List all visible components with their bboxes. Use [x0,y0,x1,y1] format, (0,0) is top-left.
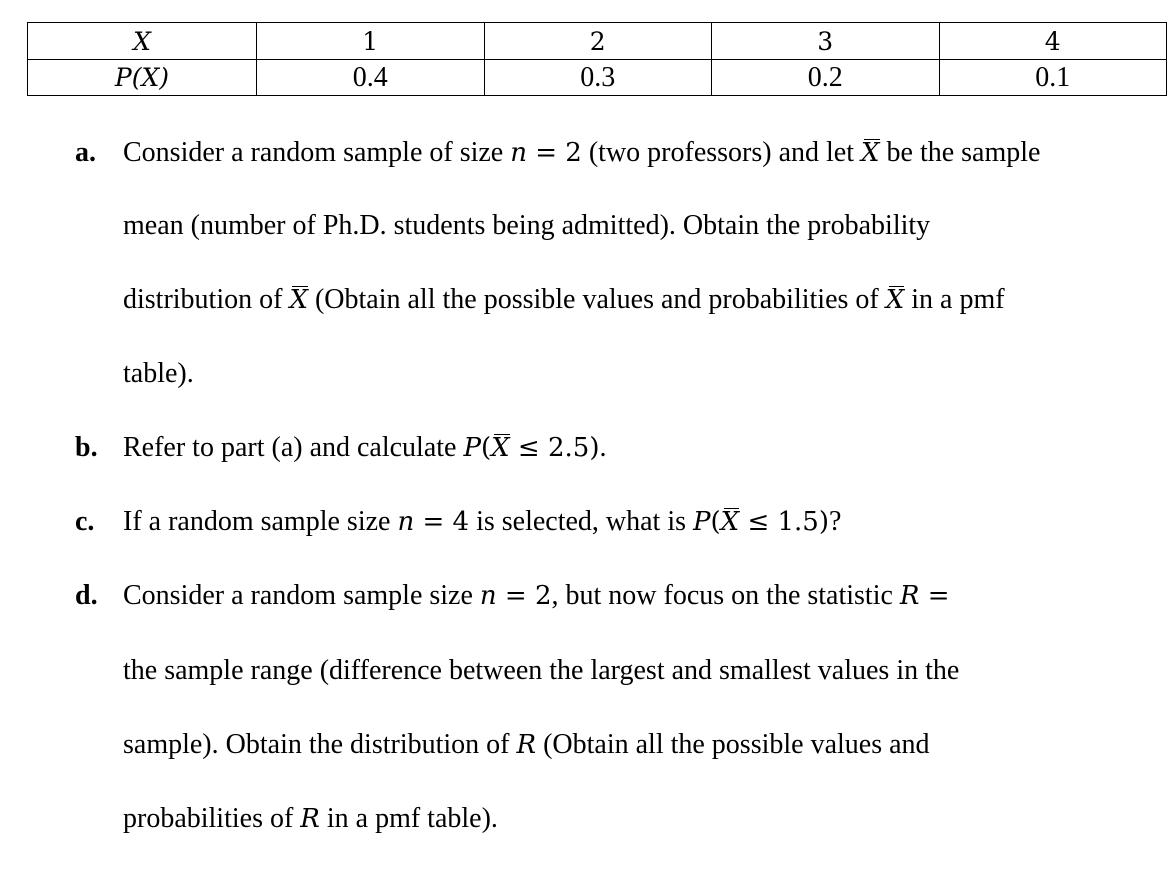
math-expression: ≤ 2.5) [509,433,600,463]
part-c-letter: c. [75,506,95,537]
part-d-text: Consider a random sample size [123,580,480,611]
math-eq: = 2 [496,581,552,611]
part-c-text: ? [829,506,842,537]
math-xbar: X [491,433,510,463]
p-value-1: 0.4 [257,60,485,96]
row-label-p: P(X) [28,60,257,96]
part-c-text: If a random sample size [123,506,398,537]
math-eq: = 2 [526,138,582,168]
part-d-line-3 [123,729,930,761]
math-xbar: X [885,285,905,315]
part-d-text: , but now focus on the statistic [551,580,900,611]
math-xbar: X [289,285,308,315]
x-value-1: 1 [257,23,485,60]
p-value-4: 0.1 [939,60,1167,96]
part-a-line-3 [123,284,1005,316]
table-row-x [28,23,1167,60]
part-a-text: (two professors) and let [581,137,861,168]
part-b [75,432,1165,472]
part-d-letter: d. [75,580,98,611]
math-r: R [300,804,320,834]
part-b-text: Refer to part (a) and calculate [123,432,464,463]
x-value-4: 4 [939,23,1167,60]
math-xbar: X [861,138,880,168]
math-eq: = [919,581,950,611]
part-a-text: (Obtain all the possible values and probabilities of [307,284,886,315]
math-n: n [397,507,415,537]
math-xbar: X [720,507,740,537]
math-paren: ( [710,507,721,537]
part-a-line-4: table). [123,358,194,389]
math-n: n [510,138,527,168]
part-a-letter: a. [75,137,96,168]
part-d-text: sample). Obtain the distribution of [123,729,517,760]
part-c-line-1 [123,506,841,538]
row-label-x: X [28,23,257,60]
x-value-3: 3 [712,23,940,60]
p-value-3: 0.2 [712,60,940,96]
p-value-2: 0.3 [484,60,712,96]
part-a-line-2: mean (number of Ph.D. students being admitted). Obtain the probability [123,210,931,241]
part-c [75,506,1165,546]
x-value-2: 2 [484,23,712,60]
math-eq: = 4 [414,507,470,537]
part-a-line-1 [123,137,1040,169]
part-b-text: . [599,432,607,463]
part-d-text: probabilities of [123,803,301,834]
math-p: P [463,433,481,463]
part-d-line-1 [123,580,950,612]
part-b-letter: b. [75,432,98,463]
math-r: R [899,581,920,611]
math-r: R [516,730,537,760]
math-p: P [693,507,711,537]
math-paren: ( [480,433,492,463]
math-n: n [479,581,497,611]
part-a-text: Consider a random sample of size [123,137,511,168]
table-row-p [28,60,1167,96]
part-d-text: (Obtain all the possible values and [536,729,930,760]
math-expression: ≤ 1.5) [739,507,829,537]
pmf-table [27,22,1167,96]
part-a-text: be the sample [879,137,1041,168]
part-a-text: in a pmf [904,284,1005,315]
part-d-line-4 [123,803,498,835]
part-b-line-1 [123,432,606,464]
part-a-text: distribution of [123,284,290,315]
part-c-text: is selected, what is [469,506,694,537]
part-d-text: in a pmf table). [319,803,498,834]
part-d-line-2: the sample range (difference between the largest and smallest values in the [123,655,960,686]
